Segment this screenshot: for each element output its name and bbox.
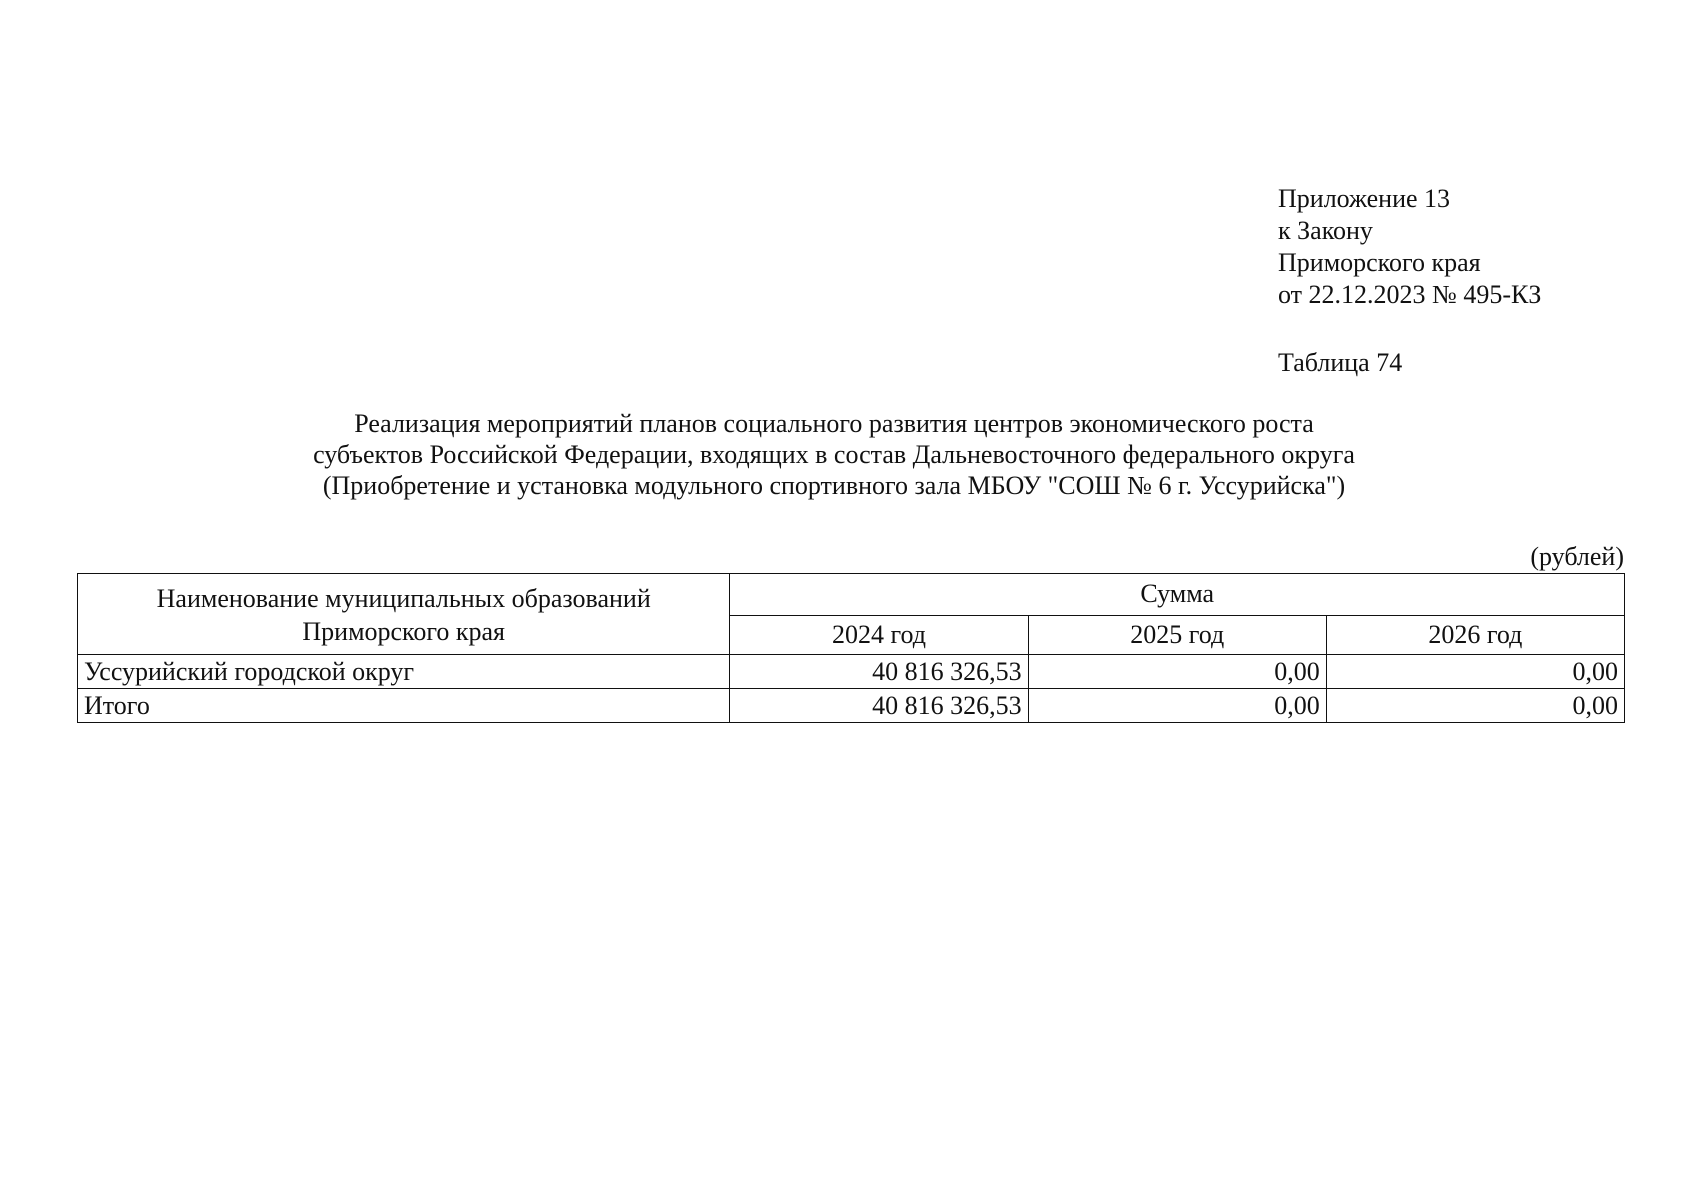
- amount-cell: 0,00: [1028, 655, 1326, 689]
- municipality-name: Уссурийский городской округ: [78, 655, 730, 689]
- appendix-reference: [1278, 183, 1541, 311]
- header-year: 2024 год: [730, 615, 1028, 655]
- table-row: [78, 655, 1625, 689]
- units-label: (рублей): [1530, 542, 1624, 571]
- total-amount-cell: 40 816 326,53: [730, 689, 1028, 723]
- appendix-line: Приложение 13: [1278, 184, 1451, 213]
- table-header-row: [78, 574, 1625, 616]
- header-sum: Сумма: [730, 574, 1625, 616]
- total-label: Итого: [78, 689, 730, 723]
- appendix-line: Приморского края: [1278, 248, 1481, 277]
- title-line: (Приобретение и установка модульного спортивного зала МБОУ "СОШ № 6 г. Уссурийска"): [322, 471, 1346, 500]
- table-number: Таблица 74: [1278, 348, 1403, 377]
- appendix-line: к Закону: [1278, 216, 1373, 245]
- title-line: Реализация мероприятий планов социального развития центров экономического роста: [354, 409, 1314, 438]
- budget-table: [77, 573, 1625, 723]
- table-total-row: [78, 689, 1625, 723]
- appendix-line: от 22.12.2023 № 495-КЗ: [1278, 280, 1542, 309]
- amount-cell: 40 816 326,53: [730, 655, 1028, 689]
- header-year: 2025 год: [1028, 615, 1326, 655]
- total-amount-cell: 0,00: [1326, 689, 1624, 723]
- header-year: 2026 год: [1326, 615, 1624, 655]
- title-line: субъектов Российской Федерации, входящих в состав Дальневосточного федерального округа: [313, 440, 1355, 469]
- amount-cell: 0,00: [1326, 655, 1624, 689]
- total-amount-cell: 0,00: [1028, 689, 1326, 723]
- header-name: Наименование муниципальных образований Приморского края: [78, 574, 730, 655]
- document-title: [0, 408, 1698, 501]
